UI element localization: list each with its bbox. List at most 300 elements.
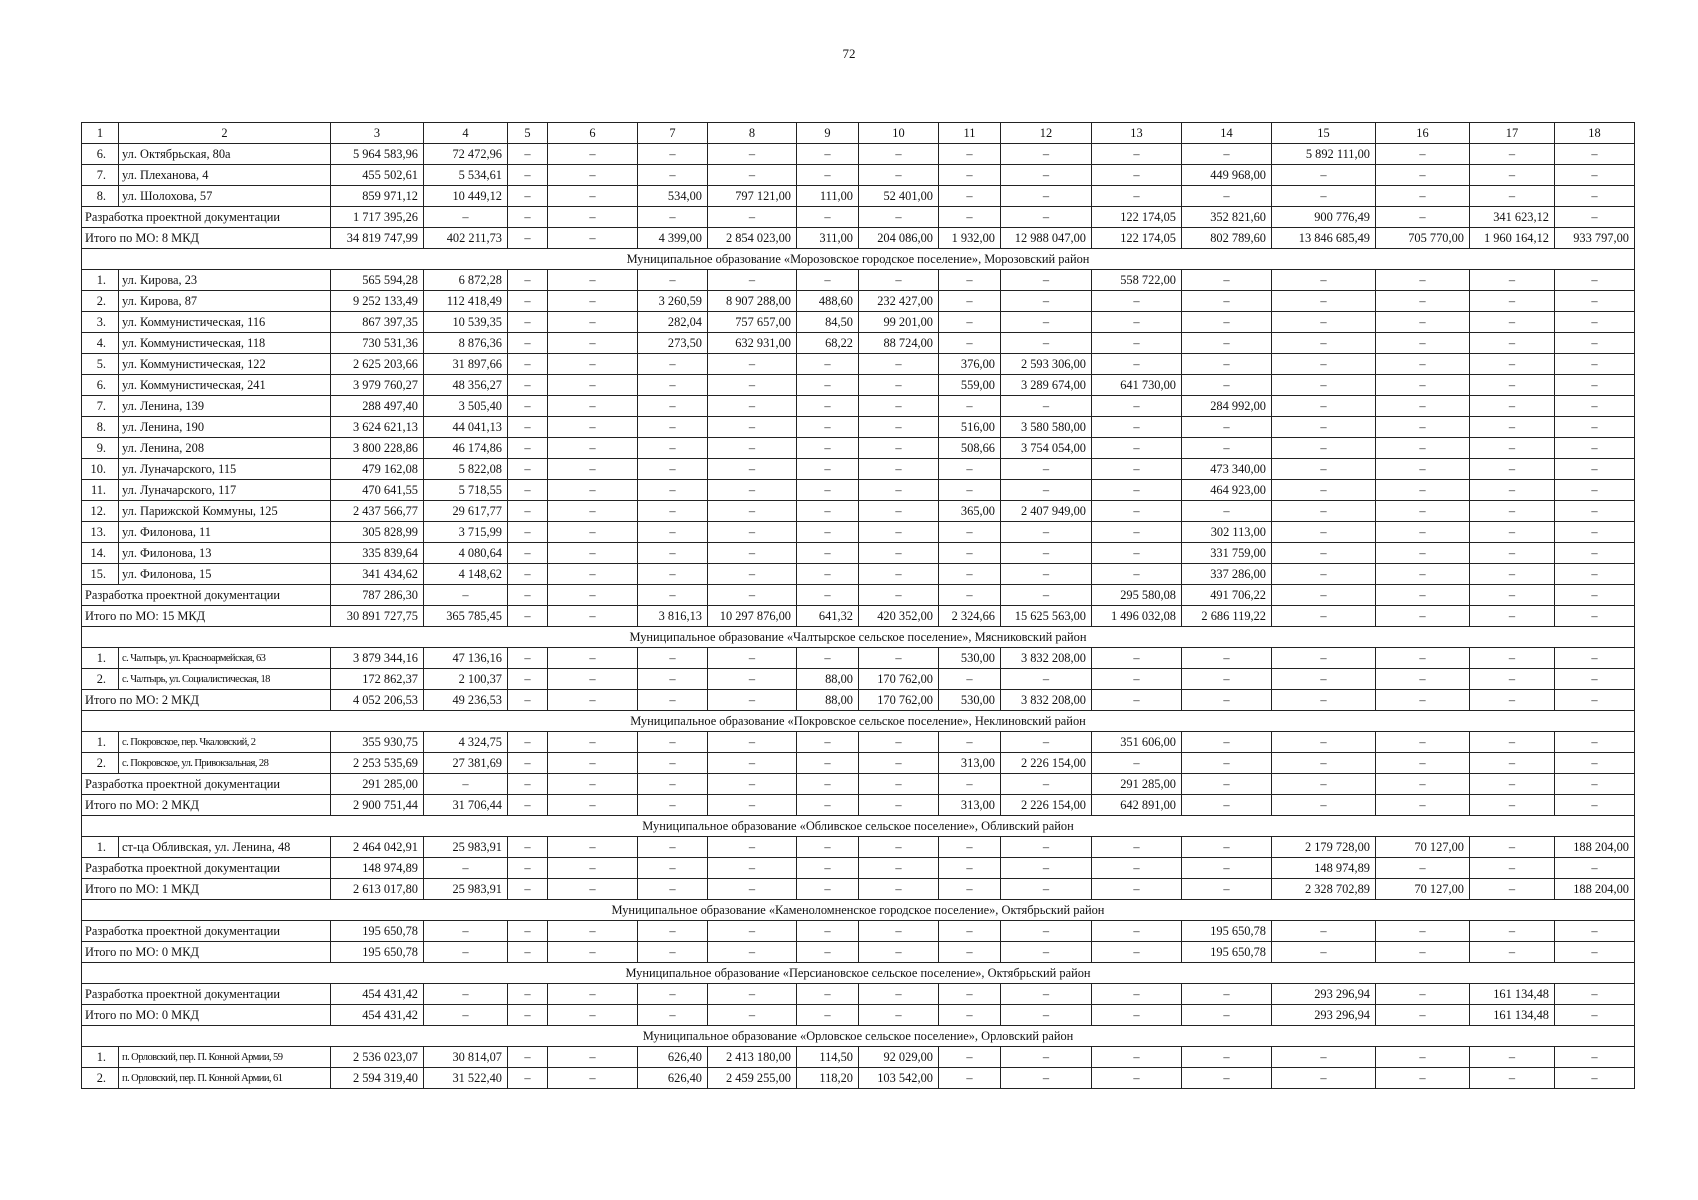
- value-cell: 787 286,30: [331, 585, 424, 606]
- value-cell: –: [638, 774, 708, 795]
- value-cell: –: [1001, 774, 1092, 795]
- value-cell: 161 134,48: [1470, 1005, 1555, 1026]
- value-cell: –: [1555, 144, 1635, 165]
- value-cell: –: [1376, 774, 1470, 795]
- value-cell: 112 418,49: [424, 291, 508, 312]
- value-cell: 2 413 180,00: [708, 1047, 797, 1068]
- row-number: 9.: [82, 438, 119, 459]
- value-cell: –: [1001, 480, 1092, 501]
- value-cell: –: [797, 396, 859, 417]
- value-cell: –: [1555, 354, 1635, 375]
- table-row: [82, 1047, 1635, 1068]
- value-cell: –: [548, 270, 638, 291]
- value-cell: 122 174,05: [1092, 207, 1182, 228]
- value-cell: 47 136,16: [424, 648, 508, 669]
- value-cell: –: [638, 837, 708, 858]
- value-cell: –: [1376, 522, 1470, 543]
- value-cell: –: [1470, 396, 1555, 417]
- value-cell: –: [708, 837, 797, 858]
- value-cell: –: [1555, 732, 1635, 753]
- value-cell: 454 431,42: [331, 1005, 424, 1026]
- value-cell: –: [638, 732, 708, 753]
- value-cell: –: [508, 879, 548, 900]
- value-cell: –: [548, 1047, 638, 1068]
- value-cell: –: [638, 396, 708, 417]
- value-cell: –: [1182, 417, 1272, 438]
- value-cell: –: [1376, 585, 1470, 606]
- value-cell: 3 800 228,86: [331, 438, 424, 459]
- section-row: [82, 711, 1635, 732]
- value-cell: –: [859, 774, 939, 795]
- value-cell: –: [708, 1005, 797, 1026]
- total-row: [82, 795, 1635, 816]
- value-cell: –: [508, 753, 548, 774]
- value-cell: –: [1376, 669, 1470, 690]
- value-cell: –: [1092, 921, 1182, 942]
- value-cell: –: [424, 858, 508, 879]
- value-cell: –: [859, 417, 939, 438]
- value-cell: –: [1470, 333, 1555, 354]
- value-cell: –: [708, 144, 797, 165]
- value-cell: –: [508, 438, 548, 459]
- value-cell: –: [797, 732, 859, 753]
- value-cell: –: [797, 795, 859, 816]
- value-cell: –: [708, 522, 797, 543]
- value-cell: –: [1001, 291, 1092, 312]
- design-docs-row: [82, 774, 1635, 795]
- value-cell: 933 797,00: [1555, 228, 1635, 249]
- value-cell: 534,00: [638, 186, 708, 207]
- value-cell: –: [1555, 795, 1635, 816]
- value-cell: 291 285,00: [1092, 774, 1182, 795]
- value-cell: 34 819 747,99: [331, 228, 424, 249]
- value-cell: –: [859, 921, 939, 942]
- value-cell: –: [638, 543, 708, 564]
- section-row: [82, 627, 1635, 648]
- value-cell: 4 080,64: [424, 543, 508, 564]
- value-cell: –: [508, 270, 548, 291]
- value-cell: –: [797, 753, 859, 774]
- value-cell: –: [708, 669, 797, 690]
- value-cell: –: [1376, 1005, 1470, 1026]
- value-cell: –: [1376, 396, 1470, 417]
- table-row: [82, 522, 1635, 543]
- value-cell: –: [638, 207, 708, 228]
- value-cell: –: [508, 480, 548, 501]
- value-cell: 491 706,22: [1182, 585, 1272, 606]
- value-cell: 2 328 702,89: [1272, 879, 1376, 900]
- value-cell: –: [1376, 984, 1470, 1005]
- value-cell: 195 650,78: [331, 942, 424, 963]
- value-cell: 195 650,78: [1182, 942, 1272, 963]
- value-cell: –: [424, 921, 508, 942]
- value-cell: –: [1001, 858, 1092, 879]
- value-cell: 3 580 580,00: [1001, 417, 1092, 438]
- table-row: [82, 270, 1635, 291]
- value-cell: –: [1182, 144, 1272, 165]
- value-cell: –: [1272, 753, 1376, 774]
- table-row: [82, 312, 1635, 333]
- value-cell: –: [508, 543, 548, 564]
- value-cell: 1 496 032,08: [1092, 606, 1182, 627]
- value-cell: –: [1272, 522, 1376, 543]
- value-cell: 2 407 949,00: [1001, 501, 1092, 522]
- value-cell: –: [1001, 522, 1092, 543]
- value-cell: –: [797, 144, 859, 165]
- value-cell: –: [1001, 333, 1092, 354]
- value-cell: 626,40: [638, 1047, 708, 1068]
- value-cell: –: [508, 291, 548, 312]
- value-cell: –: [797, 543, 859, 564]
- value-cell: 449 968,00: [1182, 165, 1272, 186]
- value-cell: –: [1092, 291, 1182, 312]
- value-cell: –: [508, 606, 548, 627]
- value-cell: 70 127,00: [1376, 879, 1470, 900]
- value-cell: –: [548, 1005, 638, 1026]
- value-cell: 188 204,00: [1555, 837, 1635, 858]
- value-cell: –: [1182, 732, 1272, 753]
- value-cell: –: [1272, 1068, 1376, 1089]
- value-cell: –: [1555, 606, 1635, 627]
- table-row: [82, 438, 1635, 459]
- value-cell: –: [859, 942, 939, 963]
- value-cell: 2 100,37: [424, 669, 508, 690]
- value-cell: –: [1555, 858, 1635, 879]
- value-cell: –: [638, 669, 708, 690]
- value-cell: –: [1376, 375, 1470, 396]
- value-cell: 454 431,42: [331, 984, 424, 1005]
- value-cell: –: [1376, 795, 1470, 816]
- value-cell: –: [1001, 879, 1092, 900]
- value-cell: 632 931,00: [708, 333, 797, 354]
- value-cell: –: [424, 1005, 508, 1026]
- value-cell: –: [708, 921, 797, 942]
- value-cell: 4 324,75: [424, 732, 508, 753]
- value-cell: –: [1272, 921, 1376, 942]
- value-cell: –: [638, 921, 708, 942]
- value-cell: –: [1092, 1047, 1182, 1068]
- value-cell: 293 296,94: [1272, 984, 1376, 1005]
- value-cell: –: [508, 564, 548, 585]
- column-header: 3: [331, 123, 424, 144]
- address-cell: ул. Филонова, 15: [119, 564, 331, 585]
- design-docs-row: [82, 207, 1635, 228]
- table-row: [82, 753, 1635, 774]
- value-cell: 2 594 319,40: [331, 1068, 424, 1089]
- value-cell: 13 846 685,49: [1272, 228, 1376, 249]
- total-row: [82, 690, 1635, 711]
- row-label: Итого по МО: 2 МКД: [82, 690, 331, 711]
- page-number: 72: [842, 46, 856, 61]
- address-cell: ул. Парижской Коммуны, 125: [119, 501, 331, 522]
- row-label: Итого по МО: 0 МКД: [82, 942, 331, 963]
- value-cell: –: [939, 480, 1001, 501]
- value-cell: –: [1376, 942, 1470, 963]
- value-cell: –: [1092, 648, 1182, 669]
- value-cell: –: [508, 648, 548, 669]
- value-cell: –: [708, 480, 797, 501]
- value-cell: 2 459 255,00: [708, 1068, 797, 1089]
- value-cell: 72 472,96: [424, 144, 508, 165]
- value-cell: –: [508, 690, 548, 711]
- value-cell: 195 650,78: [331, 921, 424, 942]
- value-cell: –: [939, 186, 1001, 207]
- value-cell: 1 717 395,26: [331, 207, 424, 228]
- table-row: [82, 648, 1635, 669]
- value-cell: –: [638, 480, 708, 501]
- row-label: Разработка проектной документации: [82, 207, 331, 228]
- value-cell: 341 434,62: [331, 564, 424, 585]
- value-cell: 10 297 876,00: [708, 606, 797, 627]
- value-cell: 302 113,00: [1182, 522, 1272, 543]
- value-cell: –: [1272, 438, 1376, 459]
- value-cell: 232 427,00: [859, 291, 939, 312]
- address-cell: ул. Луначарского, 117: [119, 480, 331, 501]
- value-cell: 3 979 760,27: [331, 375, 424, 396]
- value-cell: –: [508, 858, 548, 879]
- value-cell: –: [548, 732, 638, 753]
- value-cell: –: [708, 438, 797, 459]
- value-cell: 2 536 023,07: [331, 1047, 424, 1068]
- row-number: 1.: [82, 648, 119, 669]
- value-cell: –: [508, 312, 548, 333]
- value-cell: –: [1555, 312, 1635, 333]
- address-cell: с. Чалтырь, ул. Социалистическая, 18: [119, 669, 331, 690]
- address-cell: ул. Кирова, 23: [119, 270, 331, 291]
- value-cell: –: [708, 774, 797, 795]
- value-cell: –: [1272, 186, 1376, 207]
- value-cell: 204 086,00: [859, 228, 939, 249]
- value-cell: –: [548, 291, 638, 312]
- value-cell: 31 706,44: [424, 795, 508, 816]
- table-row: [82, 396, 1635, 417]
- value-cell: 172 862,37: [331, 669, 424, 690]
- value-cell: 31 522,40: [424, 1068, 508, 1089]
- value-cell: 488,60: [797, 291, 859, 312]
- value-cell: –: [939, 333, 1001, 354]
- section-title: Муниципальное образование «Чалтырское сельское поселение», Мясниковский район: [82, 627, 1635, 648]
- value-cell: –: [1470, 837, 1555, 858]
- value-cell: –: [1470, 501, 1555, 522]
- value-cell: –: [424, 774, 508, 795]
- value-cell: –: [1092, 522, 1182, 543]
- value-cell: –: [1272, 606, 1376, 627]
- value-cell: 4 399,00: [638, 228, 708, 249]
- value-cell: –: [939, 543, 1001, 564]
- value-cell: –: [859, 984, 939, 1005]
- value-cell: –: [708, 984, 797, 1005]
- value-cell: 3 260,59: [638, 291, 708, 312]
- value-cell: 2 625 203,66: [331, 354, 424, 375]
- value-cell: –: [708, 459, 797, 480]
- address-cell: ул. Коммунистическая, 241: [119, 375, 331, 396]
- design-docs-row: [82, 984, 1635, 1005]
- value-cell: –: [548, 585, 638, 606]
- value-cell: –: [1376, 690, 1470, 711]
- row-number: 10.: [82, 459, 119, 480]
- value-cell: –: [1470, 186, 1555, 207]
- value-cell: –: [508, 165, 548, 186]
- row-label: Разработка проектной документации: [82, 921, 331, 942]
- value-cell: –: [548, 165, 638, 186]
- row-number: 8.: [82, 186, 119, 207]
- value-cell: –: [1092, 396, 1182, 417]
- value-cell: –: [939, 669, 1001, 690]
- value-cell: –: [1376, 270, 1470, 291]
- value-cell: –: [548, 333, 638, 354]
- value-cell: 103 542,00: [859, 1068, 939, 1089]
- value-cell: –: [859, 375, 939, 396]
- header-row: [82, 123, 1635, 144]
- value-cell: –: [797, 501, 859, 522]
- value-cell: 565 594,28: [331, 270, 424, 291]
- value-cell: –: [939, 774, 1001, 795]
- value-cell: –: [1092, 690, 1182, 711]
- value-cell: –: [548, 774, 638, 795]
- address-cell: п. Орловский, пер. П. Конной Армии, 61: [119, 1068, 331, 1089]
- value-cell: 3 754 054,00: [1001, 438, 1092, 459]
- value-cell: –: [1470, 606, 1555, 627]
- column-header: 12: [1001, 123, 1092, 144]
- value-cell: –: [1555, 942, 1635, 963]
- value-cell: –: [1376, 921, 1470, 942]
- value-cell: –: [859, 207, 939, 228]
- value-cell: 10 449,12: [424, 186, 508, 207]
- table-row: [82, 543, 1635, 564]
- value-cell: –: [1376, 606, 1470, 627]
- value-cell: –: [1001, 270, 1092, 291]
- row-number: 15.: [82, 564, 119, 585]
- value-cell: –: [1376, 858, 1470, 879]
- row-label: Итого по МО: 15 МКД: [82, 606, 331, 627]
- value-cell: –: [508, 501, 548, 522]
- value-cell: –: [708, 879, 797, 900]
- value-cell: –: [1272, 459, 1376, 480]
- table-row: [82, 186, 1635, 207]
- total-row: [82, 942, 1635, 963]
- row-label: Разработка проектной документации: [82, 585, 331, 606]
- column-header: 17: [1470, 123, 1555, 144]
- address-cell: ул. Коммунистическая, 118: [119, 333, 331, 354]
- value-cell: –: [508, 417, 548, 438]
- value-cell: –: [1376, 165, 1470, 186]
- value-cell: –: [1272, 333, 1376, 354]
- table-row: [82, 291, 1635, 312]
- row-number: 5.: [82, 354, 119, 375]
- value-cell: –: [1272, 270, 1376, 291]
- value-cell: 46 174,86: [424, 438, 508, 459]
- address-cell: ул. Коммунистическая, 122: [119, 354, 331, 375]
- value-cell: –: [1555, 585, 1635, 606]
- value-cell: 797 121,00: [708, 186, 797, 207]
- value-cell: –: [548, 375, 638, 396]
- value-cell: 122 174,05: [1092, 228, 1182, 249]
- value-cell: –: [508, 1068, 548, 1089]
- value-cell: 188 204,00: [1555, 879, 1635, 900]
- value-cell: –: [708, 396, 797, 417]
- column-header: 4: [424, 123, 508, 144]
- value-cell: –: [1272, 375, 1376, 396]
- value-cell: –: [508, 333, 548, 354]
- value-cell: –: [797, 585, 859, 606]
- value-cell: 626,40: [638, 1068, 708, 1089]
- value-cell: –: [638, 585, 708, 606]
- row-number: 4.: [82, 333, 119, 354]
- value-cell: –: [508, 921, 548, 942]
- value-cell: –: [939, 564, 1001, 585]
- value-cell: –: [708, 375, 797, 396]
- value-cell: –: [1272, 165, 1376, 186]
- table-row: [82, 480, 1635, 501]
- value-cell: 5 718,55: [424, 480, 508, 501]
- value-cell: 70 127,00: [1376, 837, 1470, 858]
- value-cell: –: [1092, 1005, 1182, 1026]
- value-cell: –: [708, 417, 797, 438]
- value-cell: 341 623,12: [1470, 207, 1555, 228]
- value-cell: –: [1470, 564, 1555, 585]
- value-cell: –: [1001, 942, 1092, 963]
- value-cell: –: [1001, 585, 1092, 606]
- value-cell: 4 052 206,53: [331, 690, 424, 711]
- value-cell: –: [1001, 732, 1092, 753]
- value-cell: –: [1272, 585, 1376, 606]
- value-cell: 455 502,61: [331, 165, 424, 186]
- value-cell: –: [859, 648, 939, 669]
- address-cell: ул. Филонова, 13: [119, 543, 331, 564]
- value-cell: –: [1092, 501, 1182, 522]
- value-cell: –: [424, 984, 508, 1005]
- value-cell: 2 900 751,44: [331, 795, 424, 816]
- value-cell: –: [1001, 1047, 1092, 1068]
- value-cell: 730 531,36: [331, 333, 424, 354]
- column-header: 5: [508, 123, 548, 144]
- value-cell: –: [859, 732, 939, 753]
- value-cell: 331 759,00: [1182, 543, 1272, 564]
- value-cell: 4 148,62: [424, 564, 508, 585]
- value-cell: –: [939, 1005, 1001, 1026]
- value-cell: –: [1376, 438, 1470, 459]
- value-cell: 284 992,00: [1182, 396, 1272, 417]
- value-cell: 99 201,00: [859, 312, 939, 333]
- value-cell: –: [708, 858, 797, 879]
- value-cell: 311,00: [797, 228, 859, 249]
- value-cell: –: [859, 438, 939, 459]
- value-cell: –: [708, 207, 797, 228]
- value-cell: –: [508, 984, 548, 1005]
- value-cell: 355 930,75: [331, 732, 424, 753]
- total-row: [82, 879, 1635, 900]
- value-cell: –: [859, 354, 939, 375]
- row-label: Итого по МО: 1 МКД: [82, 879, 331, 900]
- value-cell: 5 822,08: [424, 459, 508, 480]
- value-cell: 161 134,48: [1470, 984, 1555, 1005]
- total-row: [82, 228, 1635, 249]
- value-cell: –: [508, 1005, 548, 1026]
- address-cell: с. Чалтырь, ул. Красноармейская, 63: [119, 648, 331, 669]
- row-number: 3.: [82, 312, 119, 333]
- value-cell: –: [859, 501, 939, 522]
- value-cell: –: [638, 984, 708, 1005]
- value-cell: –: [508, 144, 548, 165]
- value-cell: –: [1182, 795, 1272, 816]
- value-cell: 558 722,00: [1092, 270, 1182, 291]
- value-cell: –: [1092, 480, 1182, 501]
- value-cell: –: [708, 942, 797, 963]
- row-label: Разработка проектной документации: [82, 984, 331, 1005]
- value-cell: 530,00: [939, 690, 1001, 711]
- value-cell: 479 162,08: [331, 459, 424, 480]
- value-cell: –: [797, 1005, 859, 1026]
